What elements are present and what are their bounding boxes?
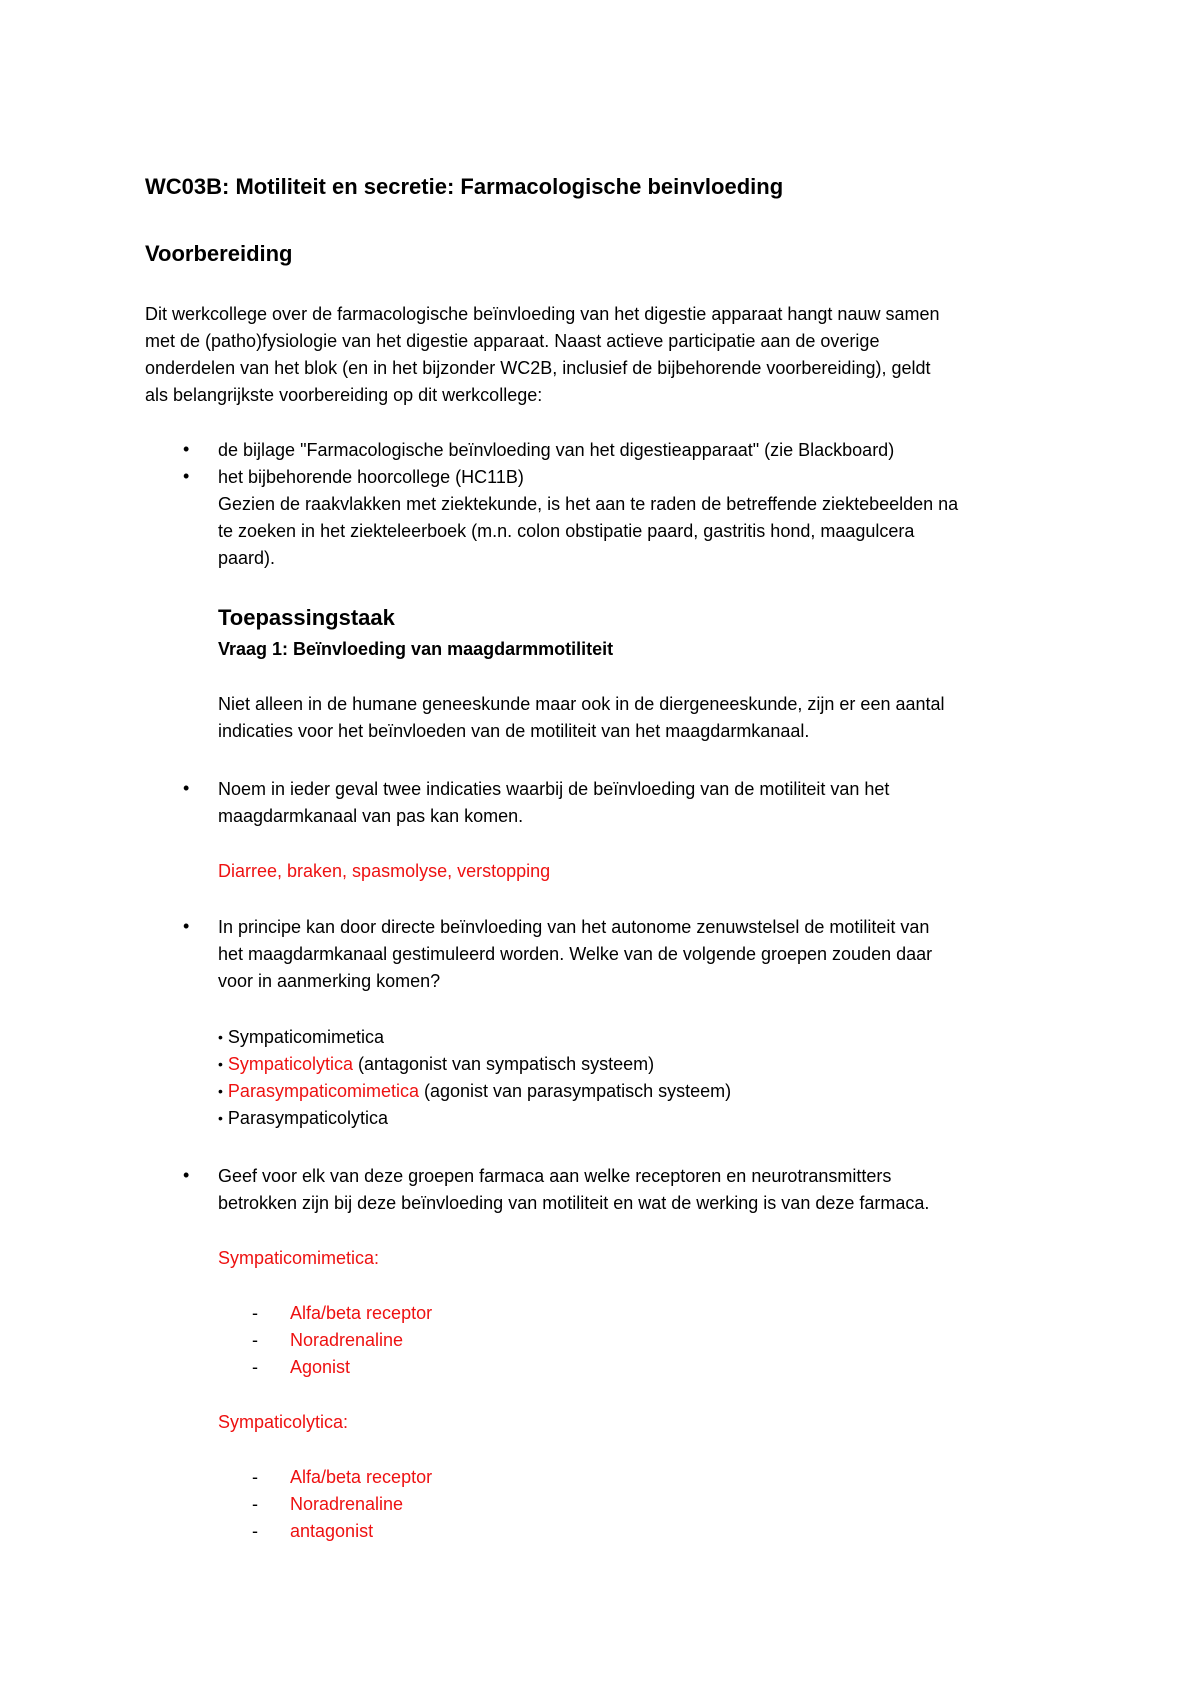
- group-list-item: [218, 1080, 731, 1103]
- bullet-marker: •: [183, 778, 190, 798]
- question-text: In principe kan door directe beïnvloeding van het autonome zenuwstelsel de motiliteit van: [218, 917, 930, 937]
- intro-line: met de (patho)fysiologie van het digestie apparaat. Naast actieve participatie aan de overige: [145, 331, 880, 351]
- answer-item: Alfa/beta receptor: [290, 1467, 433, 1487]
- dash-marker: -: [252, 1357, 258, 1377]
- bullet-marker: •: [183, 916, 190, 936]
- section-heading-voorbereiding: Voorbereiding: [145, 241, 293, 266]
- question-text: Noem in ieder geval twee indicaties waarbij de beïnvloeding van de motiliteit van het: [218, 779, 890, 799]
- prep-bullet-text: de bijlage "Farmacologische beïnvloeding van het digestieapparaat" (zie Blackboard): [218, 440, 895, 460]
- bullet-marker: •: [183, 1165, 190, 1185]
- prep-bullet-text: Gezien de raakvlakken met ziektekunde, is het aan te raden de betreffende ziektebeelden na: [218, 494, 959, 514]
- question-text: voor in aanmerking komen?: [218, 971, 441, 991]
- question-intro-line: indicaties voor het beïnvloeden van de motiliteit van het maagdarmkanaal.: [218, 721, 810, 741]
- small-bullet-marker: •: [218, 1083, 223, 1099]
- group-note: (agonist van parasympatisch systeem): [418, 1081, 732, 1101]
- answer-item: Agonist: [290, 1357, 351, 1377]
- dash-marker: -: [252, 1521, 258, 1541]
- answer-item: antagonist: [290, 1521, 374, 1541]
- question-text: maagdarmkanaal van pas kan komen.: [218, 806, 524, 826]
- group-list-item: [218, 1107, 388, 1130]
- answer-block-title: Sympaticomimetica:: [218, 1248, 380, 1268]
- prep-bullet-text: te zoeken in het ziekteleerboek (m.n. colon obstipatie paard, gastritis hond, maagulcera: [218, 521, 915, 541]
- group-name: Sympaticomimetica: [227, 1027, 384, 1047]
- section-heading-toepassingstaak: Toepassingstaak: [218, 605, 395, 630]
- answer-block-title: Sympaticolytica:: [218, 1412, 349, 1432]
- group-list-item: [218, 1053, 654, 1076]
- group-note: (antagonist van sympatisch systeem): [352, 1054, 655, 1074]
- intro-line: Dit werkcollege over de farmacologische beïnvloeding van het digestie apparaat hangt nauw samen: [145, 304, 940, 324]
- prep-bullet-text: paard).: [218, 548, 276, 568]
- question-text: betrokken zijn bij deze beïnvloeding van motiliteit en wat de werking is van deze farmaca.: [218, 1193, 930, 1213]
- question-heading: Vraag 1: Beïnvloeding van maagdarmmotiliteit: [218, 639, 614, 659]
- group-name-highlighted: Parasympaticomimetica: [227, 1081, 419, 1101]
- group-name: Parasympaticolytica: [227, 1108, 388, 1128]
- dash-marker: -: [252, 1467, 258, 1487]
- answer-item: Noradrenaline: [290, 1330, 404, 1350]
- document-title: WC03B: Motiliteit en secretie: Farmacologische beinvloeding: [145, 174, 784, 199]
- bullet-marker: •: [183, 439, 190, 459]
- dash-marker: -: [252, 1303, 258, 1323]
- dash-marker: -: [252, 1330, 258, 1350]
- question-text: het maagdarmkanaal gestimuleerd worden. Welke van de volgende groepen zouden daar: [218, 944, 933, 964]
- answer-text: Diarree, braken, spasmolyse, verstopping: [218, 861, 551, 881]
- prep-bullet-text: het bijbehorende hoorcollege (HC11B): [218, 467, 524, 487]
- question-text: Geef voor elk van deze groepen farmaca aan welke receptoren en neurotransmitters: [218, 1166, 892, 1186]
- answer-item: Alfa/beta receptor: [290, 1303, 433, 1323]
- bullet-marker: •: [183, 466, 190, 486]
- answer-item: Noradrenaline: [290, 1494, 404, 1514]
- small-bullet-marker: •: [218, 1029, 223, 1045]
- small-bullet-marker: •: [218, 1110, 223, 1126]
- dash-marker: -: [252, 1494, 258, 1514]
- intro-line: als belangrijkste voorbereiding op dit werkcollege:: [145, 385, 543, 405]
- intro-line: onderdelen van het blok (en in het bijzonder WC2B, inclusief de bijbehorende voorbereiding), geldt: [145, 358, 931, 378]
- small-bullet-marker: •: [218, 1056, 223, 1072]
- group-list-item: [218, 1026, 384, 1049]
- group-name-highlighted: Sympaticolytica: [227, 1054, 353, 1074]
- question-intro-line: Niet alleen in de humane geneeskunde maar ook in de diergeneeskunde, zijn er een aantal: [218, 694, 945, 714]
